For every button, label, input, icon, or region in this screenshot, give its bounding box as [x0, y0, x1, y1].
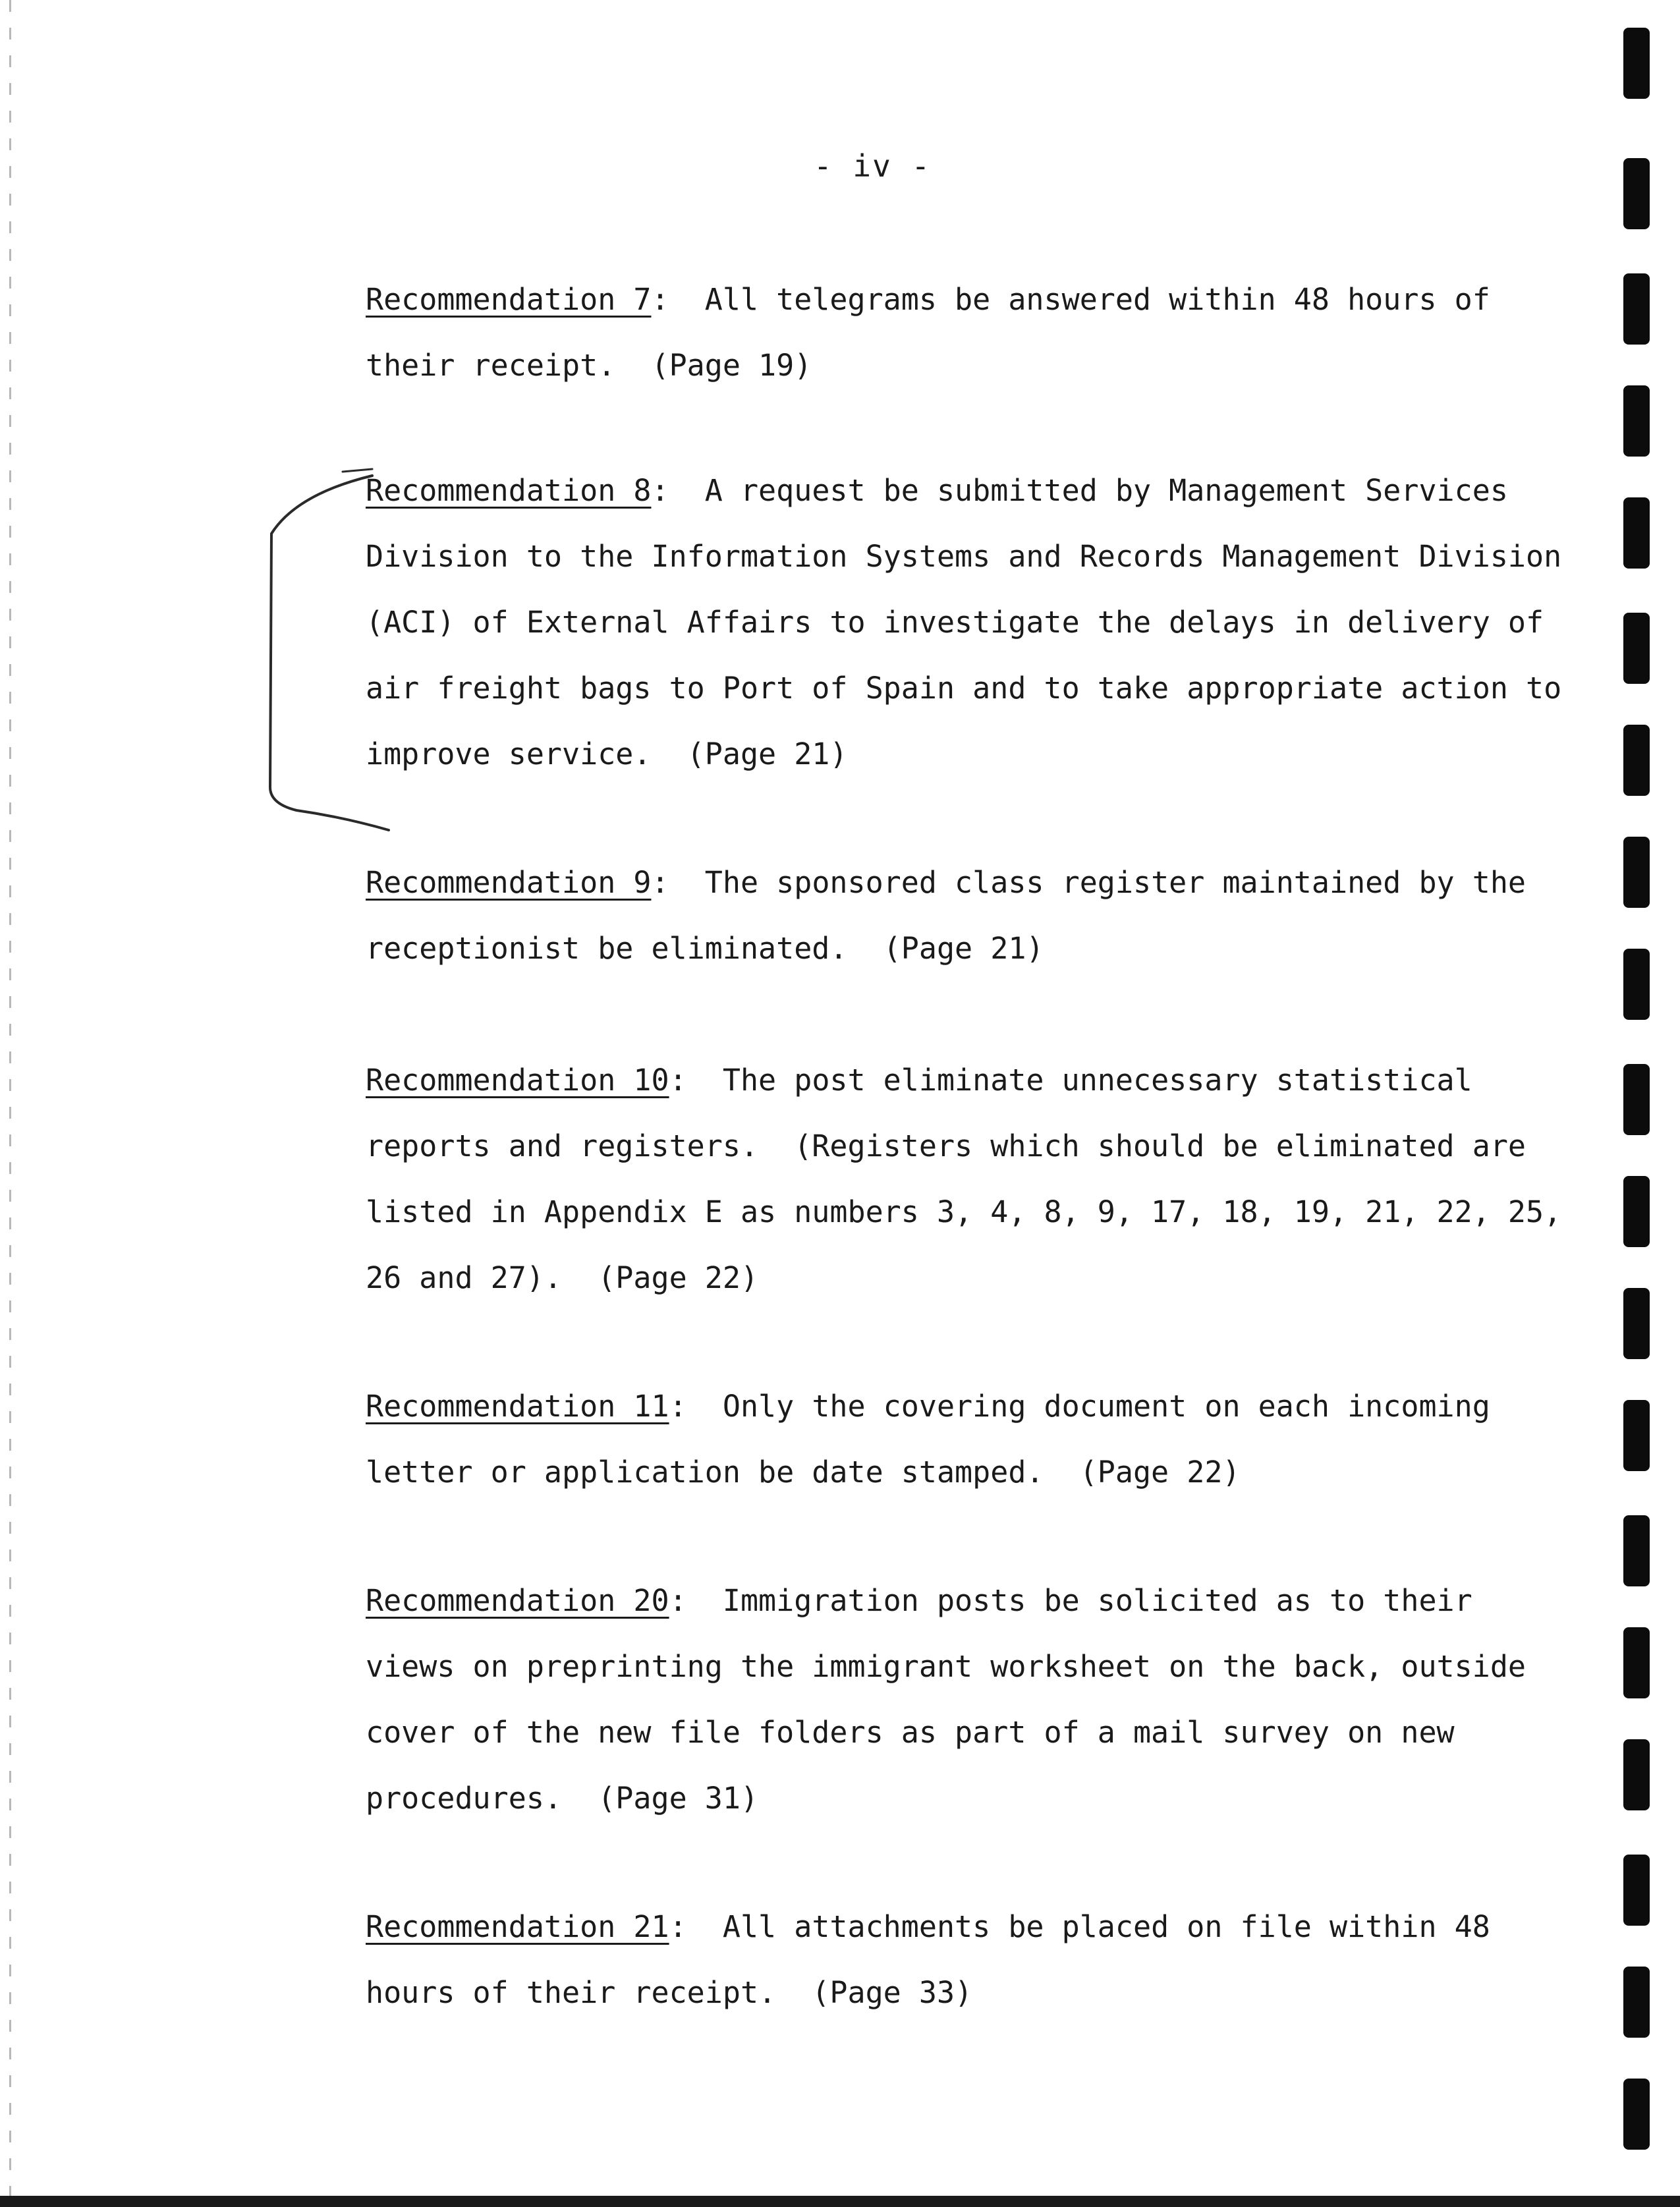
recommendation-title: Recommendation 20	[366, 1583, 669, 1618]
recommendation-8	[366, 458, 1562, 787]
recommendation-line: 26 and 27). (Page 22)	[366, 1260, 759, 1295]
recommendation-line: Recommendation 10: The post eliminate unnecessary statistical	[366, 1063, 1472, 1098]
recommendation-line: Recommendation 21: All attachments be placed on file within 48	[366, 1909, 1490, 1944]
recommendation-title: Recommendation 7	[366, 282, 652, 317]
recommendation-line: receptionist be eliminated. (Page 21)	[366, 931, 1044, 966]
recommendation-line: air freight bags to Port of Spain and to take appropriate action to	[366, 671, 1562, 706]
recommendation-line: their receipt. (Page 19)	[366, 348, 812, 383]
recommendation-line: Recommendation 20: Immigration posts be solicited as to their	[366, 1583, 1472, 1618]
recommendation-line: Recommendation 7: All telegrams be answered within 48 hours of	[366, 282, 1490, 317]
recommendation-title: Recommendation 11	[366, 1389, 669, 1424]
recommendation-line: Recommendation 9: The sponsored class register maintained by the	[366, 865, 1526, 900]
binder-hole-icon	[1623, 613, 1650, 684]
binder-hole-icon	[1623, 1064, 1650, 1135]
recommendation-title: Recommendation 8	[366, 473, 652, 508]
recommendation-11	[366, 1374, 1499, 1505]
binder-hole-icon	[1623, 28, 1650, 99]
binder-hole-icon	[1623, 1176, 1650, 1247]
binder-hole-icon	[1623, 158, 1650, 229]
recommendation-line: Recommendation 11: Only the covering document on each incoming	[366, 1389, 1490, 1424]
recommendation-line: procedures. (Page 31)	[366, 1781, 759, 1816]
recommendation-line: reports and registers. (Registers which should be eliminated are	[366, 1129, 1526, 1163]
recommendation-line: hours of their receipt. (Page 33)	[366, 1975, 973, 2010]
recommendation-line: Recommendation 8: A request be submitted by Management Services	[366, 473, 1508, 508]
recommendation-line: Division to the Information Systems and Records Management Division	[366, 539, 1562, 574]
binder-hole-icon	[1623, 1515, 1650, 1586]
recommendation-line: views on preprinting the immigrant worksheet on the back, outside	[366, 1649, 1526, 1684]
binder-hole-icon	[1623, 1855, 1650, 1926]
page-number: - iv -	[814, 148, 932, 184]
binder-hole-icon	[1623, 1627, 1650, 1698]
recommendation-9	[366, 850, 1526, 982]
binder-hole-icon	[1623, 1400, 1650, 1471]
binder-hole-icon	[1623, 385, 1650, 457]
recommendation-line: cover of the new file folders as part of a mail survey on new	[366, 1715, 1455, 1750]
recommendation-line: improve service. (Page 21)	[366, 737, 848, 771]
binder-hole-icon	[1623, 273, 1650, 345]
recommendation-line: (ACI) of External Affairs to investigate the delays in delivery of	[366, 605, 1544, 640]
binder-hole-icon	[1623, 2079, 1650, 2150]
recommendation-title: Recommendation 21	[366, 1909, 669, 1944]
left-edge-mark	[9, 0, 11, 2207]
recommendation-10	[366, 1048, 1562, 1311]
recommendation-20	[366, 1568, 1526, 1831]
binder-hole-icon	[1623, 1967, 1650, 2038]
recommendation-title: Recommendation 9	[366, 865, 652, 900]
binder-hole-icon	[1623, 949, 1650, 1020]
recommendation-line: letter or application be date stamped. (Page 22)	[366, 1455, 1241, 1490]
scan-bottom-edge	[0, 2196, 1680, 2207]
binder-hole-icon	[1623, 1288, 1650, 1359]
recommendation-21	[366, 1894, 1499, 2026]
recommendation-7	[366, 267, 1499, 399]
binder-hole-icon	[1623, 1739, 1650, 1810]
recommendation-title: Recommendation 10	[366, 1063, 669, 1098]
binder-hole-icon	[1623, 725, 1650, 796]
binder-hole-icon	[1623, 837, 1650, 908]
recommendation-line: listed in Appendix E as numbers 3, 4, 8, 9, 17, 18, 19, 21, 22, 25,	[366, 1194, 1562, 1229]
binder-hole-icon	[1623, 497, 1650, 569]
